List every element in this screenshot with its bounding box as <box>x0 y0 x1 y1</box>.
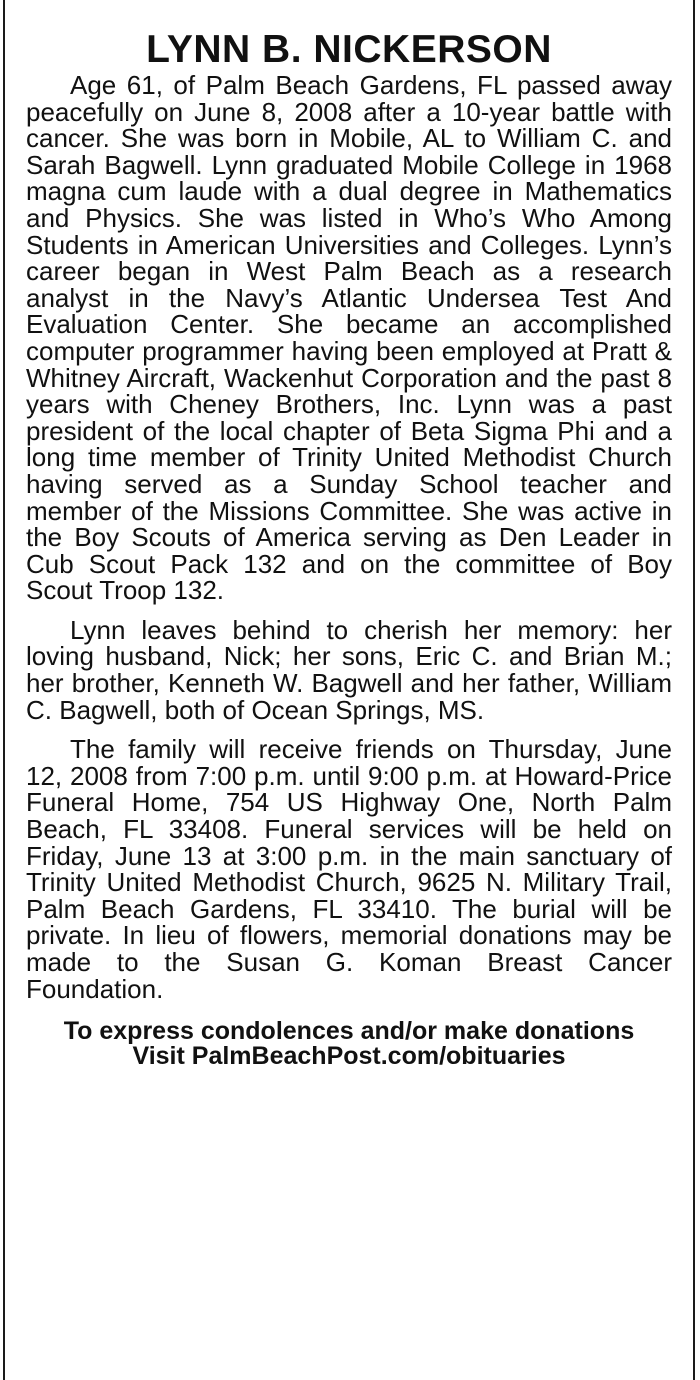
obituary-paragraph-services: The family will receive friends on Thursday, June 12, 2008 from 7:00 p.m. until 9:00 p.m. at Howard-Price Funeral Home, 754 US Highway One, North Palm Beach, FL 33408. Funeral services will be held on Friday, June 13 at 3:00 p.m. in the main sanctuary of Trinity United Methodist Church, 9625 N. Military Trail, Palm Beach Gardens, FL 33410. The burial will be private. In lieu of flowers, memorial donations may be made to the Susan G. Koman Breast Cancer Foundation. <box>26 734 672 1004</box>
obituary-notice <box>26 0 672 1069</box>
condolences-footer <box>26 1019 672 1069</box>
condolences-text: To express condolences and/or make donations <box>63 1017 635 1046</box>
obituary-paragraph-survivors: Lynn leaves behind to cherish her memory: her loving husband, Nick; her sons, Eric C. and Brian M.; her brother, Kenneth W. Bagwell and her father, William C. Bagwell, both of Ocean Springs, MS. <box>26 614 672 725</box>
obituaries-link-text: Visit PalmBeachPost.com/obituaries <box>132 1042 566 1071</box>
obituary-title: LYNN B. NICKERSON <box>146 28 552 71</box>
obituary-paragraph-biography: Age 61, of Palm Beach Gardens, FL passed away peacefully on June 8, 2008 after a 10-year battle with cancer. She was born in Mobile, AL to William C. and Sarah Bagwell. Lynn graduated Mobile College in 1968 magna cum laude with a dual degree in Mathematics and Physics. She was listed in Who’s Who Among Students in American Universities and Colleges. Lynn’s career began in West Palm Beach as a research analyst in the Navy’s Atlantic Undersea Test And Evaluation Center. She became an accomplished computer programmer having been employed at Pratt & Whitney Aircraft, Wackenhut Corporation and the past 8 years with Cheney Brothers, Inc. Lynn was a past president of the local chapter of Beta Sigma Phi and a long time member of Trinity United Methodist Church having served as a Sunday School teacher and member of the Missions Committee. She was active in the Boy Scouts of America serving as Den Leader in Cub Scout Pack 132 and on the committee of Boy Scout Troop 132. <box>26 70 672 606</box>
